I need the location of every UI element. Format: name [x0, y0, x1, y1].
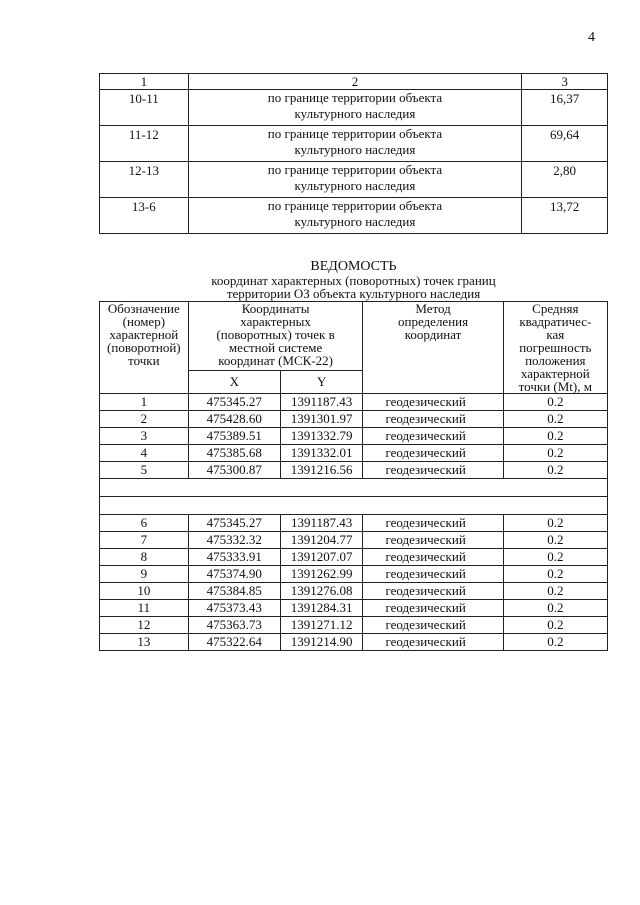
- accuracy-value: 0.2: [503, 445, 607, 462]
- method-value: геодезический: [363, 445, 503, 462]
- table-row: [100, 634, 608, 651]
- method-value: геодезический: [363, 515, 503, 532]
- table-row: [100, 532, 608, 549]
- table-gap-row: [100, 497, 608, 515]
- coordinates-table: [99, 301, 608, 651]
- column-number-1: 1: [100, 74, 189, 90]
- x-value: 475384.85: [188, 583, 280, 600]
- segment-description: по границе территории объекта культурного наследия: [188, 90, 522, 126]
- y-value: 1391301.97: [280, 411, 363, 428]
- y-value: 1391214.90: [280, 634, 363, 651]
- method-value: геодезический: [363, 394, 503, 411]
- method-value: геодезический: [363, 549, 503, 566]
- x-value: 475389.51: [188, 428, 280, 445]
- point-number: 9: [100, 566, 189, 583]
- segments-header-row: [100, 74, 608, 90]
- table-row: [100, 583, 608, 600]
- method-value: геодезический: [363, 411, 503, 428]
- y-value: 1391284.31: [280, 600, 363, 617]
- point-number: 8: [100, 549, 189, 566]
- empty-cell: [100, 479, 608, 497]
- x-value: 475333.91: [188, 549, 280, 566]
- segment-length: 13,72: [522, 198, 608, 234]
- empty-cell: [100, 497, 608, 515]
- y-header: Y: [280, 371, 363, 394]
- table-gap-row: [100, 479, 608, 497]
- x-value: 475345.27: [188, 394, 280, 411]
- page-number: 4: [588, 30, 595, 45]
- y-value: 1391332.79: [280, 428, 363, 445]
- designation-header: Обозначение (номер) характерной (поворотной) точки: [100, 302, 189, 394]
- point-number: 10: [100, 583, 189, 600]
- segment-row: [100, 162, 608, 198]
- accuracy-value: 0.2: [503, 515, 607, 532]
- table-row: [100, 411, 608, 428]
- accuracy-value: 0.2: [503, 600, 607, 617]
- point-number: 5: [100, 462, 189, 479]
- table-row: [100, 549, 608, 566]
- x-value: 475332.32: [188, 532, 280, 549]
- y-value: 1391262.99: [280, 566, 363, 583]
- segment-id: 10-11: [100, 90, 189, 126]
- accuracy-value: 0.2: [503, 394, 607, 411]
- x-value: 475300.87: [188, 462, 280, 479]
- segment-row: [100, 126, 608, 162]
- table-row: [100, 428, 608, 445]
- y-value: 1391187.43: [280, 515, 363, 532]
- table-row: [100, 600, 608, 617]
- accuracy-value: 0.2: [503, 634, 607, 651]
- segment-length: 2,80: [522, 162, 608, 198]
- x-value: 475374.90: [188, 566, 280, 583]
- accuracy-value: 0.2: [503, 583, 607, 600]
- x-value: 475363.73: [188, 617, 280, 634]
- segment-row: [100, 198, 608, 234]
- document-title: ВЕДОМОСТЬ: [310, 259, 397, 274]
- x-value: 475345.27: [188, 515, 280, 532]
- accuracy-value: 0.2: [503, 411, 607, 428]
- accuracy-header: Средняя квадратичес- кая погрешность положения характерной точки (Mt), м: [503, 302, 607, 394]
- table-row: [100, 617, 608, 634]
- method-value: геодезический: [363, 617, 503, 634]
- x-value: 475322.64: [188, 634, 280, 651]
- method-value: геодезический: [363, 428, 503, 445]
- point-number: 7: [100, 532, 189, 549]
- table-row: [100, 462, 608, 479]
- y-value: 1391271.12: [280, 617, 363, 634]
- x-value: 475428.60: [188, 411, 280, 428]
- coordinates-header-row: [100, 302, 608, 371]
- method-value: геодезический: [363, 532, 503, 549]
- x-value: 475385.68: [188, 445, 280, 462]
- x-header: X: [188, 371, 280, 394]
- point-number: 13: [100, 634, 189, 651]
- point-number: 2: [100, 411, 189, 428]
- column-number-2: 2: [188, 74, 522, 90]
- coordinates-header: Координаты характерных (поворотных) точек в местной системе координат (МСК-22): [188, 302, 363, 371]
- accuracy-value: 0.2: [503, 462, 607, 479]
- accuracy-value: 0.2: [503, 566, 607, 583]
- method-header: Метод определения координат: [363, 302, 503, 394]
- x-value: 475373.43: [188, 600, 280, 617]
- method-value: геодезический: [363, 462, 503, 479]
- point-number: 12: [100, 617, 189, 634]
- method-value: геодезический: [363, 600, 503, 617]
- segment-length: 69,64: [522, 126, 608, 162]
- segment-id: 11-12: [100, 126, 189, 162]
- accuracy-value: 0.2: [503, 532, 607, 549]
- table-row: [100, 445, 608, 462]
- segment-row: [100, 90, 608, 126]
- y-value: 1391276.08: [280, 583, 363, 600]
- y-value: 1391204.77: [280, 532, 363, 549]
- method-value: геодезический: [363, 566, 503, 583]
- point-number: 4: [100, 445, 189, 462]
- document-subtitle-line-2: территории ОЗ объекта культурного наследия: [226, 286, 481, 301]
- point-number: 6: [100, 515, 189, 532]
- y-value: 1391332.01: [280, 445, 363, 462]
- accuracy-value: 0.2: [503, 549, 607, 566]
- segment-description: по границе территории объекта культурного наследия: [188, 198, 522, 234]
- y-value: 1391207.07: [280, 549, 363, 566]
- document-subtitle-line-1: координат характерных (поворотных) точек границ: [211, 273, 496, 288]
- accuracy-value: 0.2: [503, 428, 607, 445]
- table-row: [100, 515, 608, 532]
- method-value: геодезический: [363, 583, 503, 600]
- segment-id: 12-13: [100, 162, 189, 198]
- segments-table: [99, 73, 608, 234]
- table-row: [100, 394, 608, 411]
- column-number-3: 3: [522, 74, 608, 90]
- segment-length: 16,37: [522, 90, 608, 126]
- method-value: геодезический: [363, 634, 503, 651]
- segment-description: по границе территории объекта культурного наследия: [188, 126, 522, 162]
- table-row: [100, 566, 608, 583]
- point-number: 11: [100, 600, 189, 617]
- accuracy-value: 0.2: [503, 617, 607, 634]
- segment-description: по границе территории объекта культурного наследия: [188, 162, 522, 198]
- point-number: 3: [100, 428, 189, 445]
- segment-id: 13-6: [100, 198, 189, 234]
- y-value: 1391216.56: [280, 462, 363, 479]
- y-value: 1391187.43: [280, 394, 363, 411]
- point-number: 1: [100, 394, 189, 411]
